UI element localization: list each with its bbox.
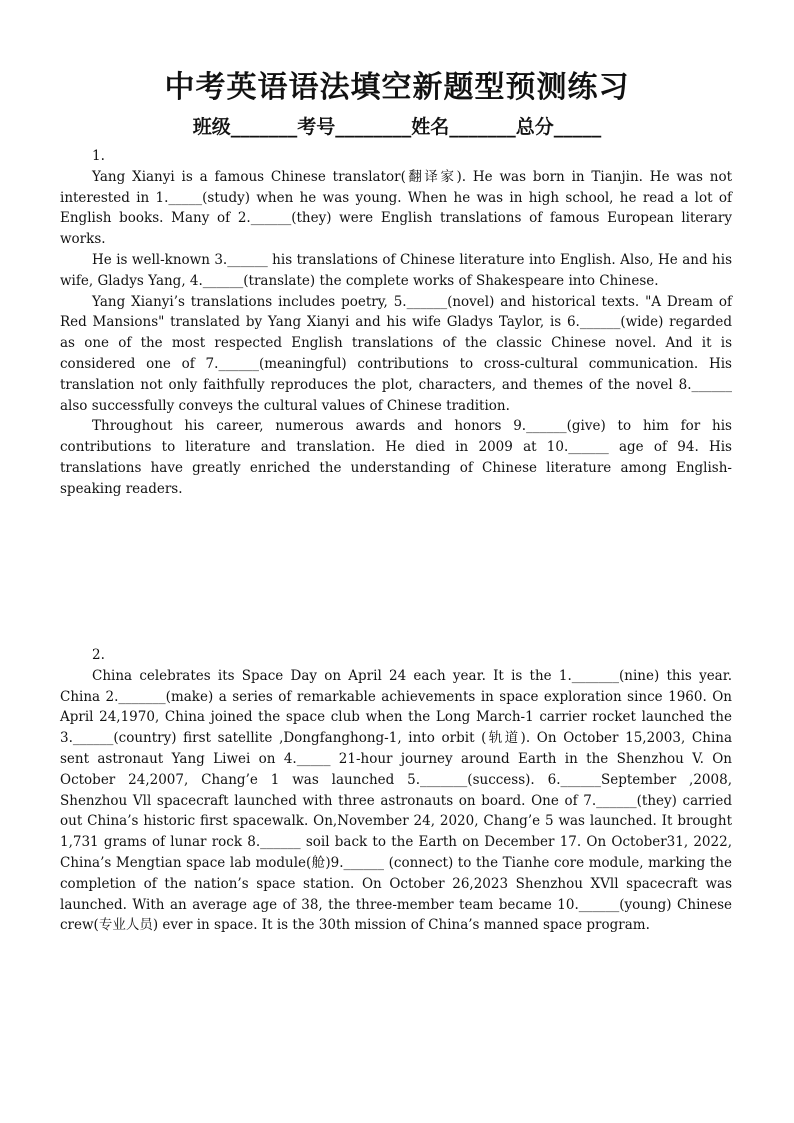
paragraph: Throughout his career, numerous awards and honors 9.______(give) to him for his contributions to literature and translation. He died in 2009 at 10.______ age of 94. His translations have greatly enriched the understanding of Chinese literature among English-speaking readers.: [60, 418, 732, 497]
paragraph: China celebrates its Space Day on April 24 each year. It is the 1._______(nine) this year. China 2._______(make) a series of remarkable achievements in space exploration since 1960. On April 24,1970, China joined the space club when the Long March-1 carrier rocket launched the 3.______(country) first satellite ,Dongfanghong-1, into orbit (轨道). On October 15,2003, China sent astronaut Yang Liwei on 4._____ 21-hour journey around Earth in the Shenzhou V. On October 24,2007, Chang’e 1 was launched 5._______(success). 6.______September ,2008, Shenzhou Vll spacecraft launched with three astronauts on board. One of 7.______(they) carried out China’s historic first spacewalk. On,November 24, 2020, Chang’e 5 was launched. It brought 1,731 grams of lunar rock 8.______ soil back to the Earth on December 17. On October31, 2022, China’s Mengtian space lab module(舱)9.______ (connect) to the Tianhe core module, marking the completion of the nation’s space station. On October 26,2023 Shenzhou XVll spacecraft was launched. With an average age of 38, the three-member team became 10.______(young) Chinese crew(专业人员) ever in space. It is the 30th mission of China’s manned space program.: [60, 667, 732, 934]
question-number: 1.: [92, 148, 105, 164]
page-title: 中考英语语法填空新题型预测练习: [164, 70, 630, 105]
student-info-line: 班级_______考号________姓名_______总分_____: [192, 116, 602, 138]
passage-1: [60, 146, 732, 500]
question-number: 2.: [92, 647, 105, 663]
paragraph: He is well-known 3.______ his translations of Chinese literature into English. Also, He and his wife, Gladys Yang, 4.______(translate) the complete works of Shakespeare into Chinese.: [60, 251, 732, 289]
passage-2: [60, 645, 732, 936]
paragraph: Yang Xianyi’s translations includes poetry, 5.______(novel) and historical texts. "A Dream of Red Mansions" translated by Yang Xianyi and his wife Gladys Taylor, is 6.______(wide) regarded as one of the most respected English translations of the classic Chinese novel. And it is considered one of 7.______(meaningful) contributions to cross-cultural communication. His translation not only faithfully reproduces the plot, characters, and themes of the novel 8.______ also successfully conveys the cultural values of Chinese tradition.: [60, 293, 732, 414]
paragraph: Yang Xianyi is a famous Chinese translator(翻译家). He was born in Tianjin. He was not interested in 1._____(study) when he was young. When he was in high school, he read a lot of English books. Many of 2.______(they) were English translations of famous European literary works.: [60, 168, 732, 248]
